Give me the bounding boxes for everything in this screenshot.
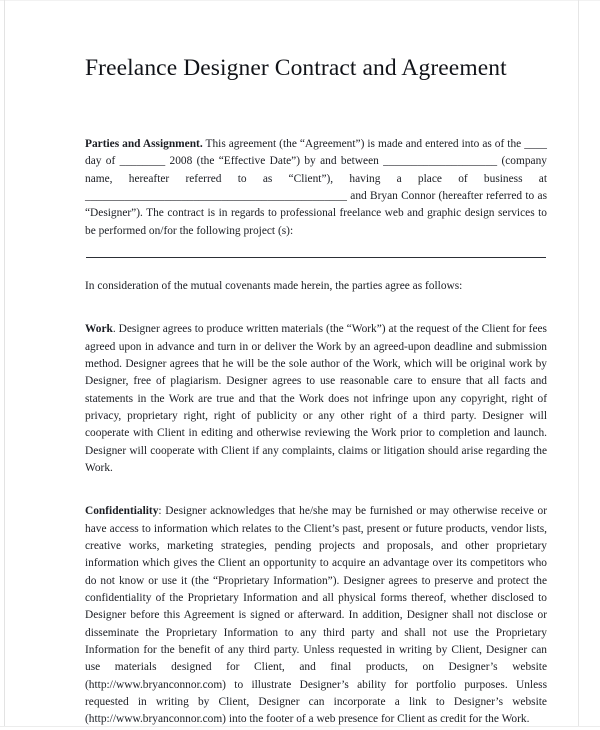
section-heading-work: Work [85, 323, 113, 336]
document-body [85, 0, 547, 729]
section-consideration [85, 278, 547, 295]
section-work [85, 321, 547, 477]
section-body-confidentiality: : Designer acknowledges that he/she may be furnished or may otherwise receive or have access to information which relates to the Client’s past, present or future products, vendor lists, creative works, marketing strategies, pending projects and proposals, and other proprietary information which gives the Client an opportunity to acquire an advantage over its competitors who do not know or use it (the “Proprietary Information”). Designer agrees to preserve and protect the confidentiality of the Proprietary Information and all physical forms thereof, whether disclosed to Designer before this Agreement is signed or afterward. In addition, Designer shall not disclose or disseminate the Proprietary Information to any third party and shall not use the Proprietary Information for the benefit of any third party. Unless requested in writing by Client, Designer can use materials designed for Client, and final products, on Designer’s website (http://www.bryanconnor.com) to illustrate Designer’s ability for portfolio purposes. Unless requested in writing by Client, Designer can incorporate a link to Designer’s website (http://www.bryanconnor.com) into the footer of a web presence for Client as credit for the Work. [85, 505, 547, 726]
page-border-right [578, 0, 579, 727]
section-body-consideration: In consideration of the mutual covenants made herein, the parties agree as follows: [85, 279, 463, 292]
section-heading-parties: Parties and Assignment. [85, 137, 203, 150]
document-title: Freelance Designer Contract and Agreement [85, 55, 507, 81]
section-confidentiality [85, 503, 547, 728]
section-heading-confidentiality: Confidentiality [85, 505, 159, 518]
section-body-work: . Designer agrees to produce written materials (the “Work”) at the request of the Client for fees agreed upon in advance and turn in or deliver the Work by an agreed-upon deadline and submission method. Designer agrees that he will be the sole author of the Work, which will be original work by Designer, free of plagiarism. Designer agrees to use reasonable care to ensure that all facts and statements in the Work are true and that the Work does not infringe upon any copyright, right of privacy, proprietary right, right of publicity or any other right of a third party. Designer will cooperate with Client in editing and otherwise reviewing the Work prior to completion and launch. Designer will cooperate with Client if any complaints, claims or litigation should arise regarding the Work. [85, 323, 547, 474]
section-body-parties: This agreement (the “Agreement”) is made and entered into as of the ____ day of ________ 2008 (the “Effective Date”) by and between ____________________ (company name, hereafter referred to as “Client”), having a place of business at ______________________________________________ and Bryan Connor (hereafter referred to as “Designer”). The contract is in regards to professional freelance web and graphic design services to be performed on/for the following project (s): [85, 137, 547, 237]
page-border-left [4, 0, 5, 727]
project-fill-in-rule [86, 257, 546, 258]
section-parties-and-assignment [85, 136, 547, 240]
